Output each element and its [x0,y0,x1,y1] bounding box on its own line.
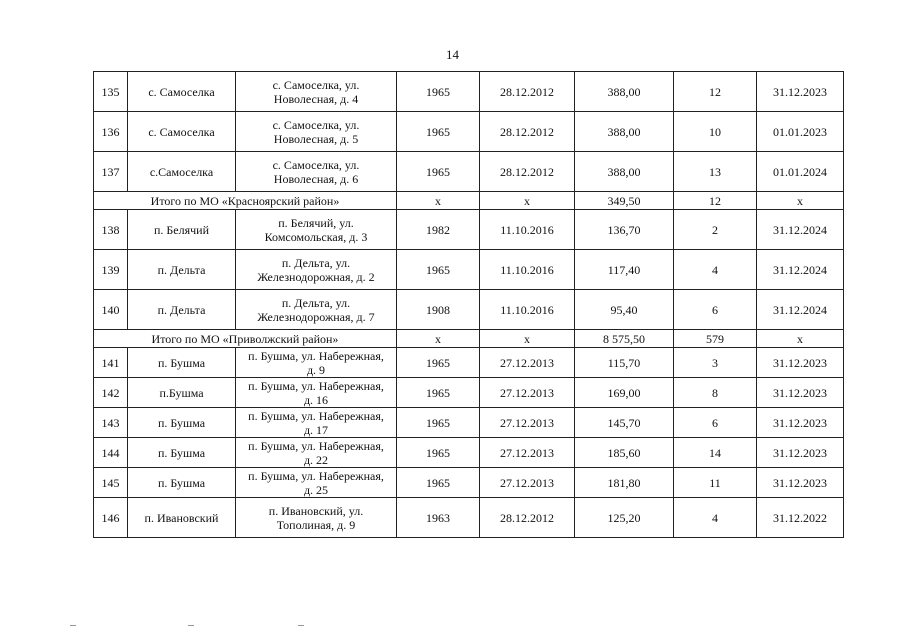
settlement-cell: п. Бушма [128,408,236,438]
year-cell: 1965 [397,250,480,290]
date-cell: 27.12.2013 [480,468,575,498]
deadline-cell: х [757,330,844,348]
address-cell [236,378,397,408]
address-line-2: Железнодорожная, д. 7 [257,309,375,324]
area-cell: 169,00 [575,378,674,408]
year-cell: х [397,330,480,348]
deadline-cell: 01.01.2023 [757,112,844,152]
settlement-cell: с. Самоселка [128,72,236,112]
deadline-cell: 01.01.2024 [757,152,844,192]
settlement-cell: с. Самоселка [128,112,236,152]
count-cell: 6 [674,290,757,330]
area-cell: 185,60 [575,438,674,468]
year-cell: х [397,192,480,210]
address-cell [236,72,397,112]
address-line-1: п. Бушма, ул. Набережная, [248,378,384,393]
count-cell: 11 [674,468,757,498]
settlement-cell: п. Дельта [128,290,236,330]
address-cell [236,210,397,250]
deadline-cell: 31.12.2023 [757,348,844,378]
address-line-1: п. Дельта, ул. [281,295,351,310]
table-row [94,498,844,538]
year-cell: 1965 [397,468,480,498]
address-line-1: с. Самоселка, ул. [272,117,360,132]
year-cell: 1965 [397,72,480,112]
address-line-1: п. Бушма, ул. Набережная, [248,348,384,363]
area-cell: 388,00 [575,152,674,192]
address-line-1: с. Самоселка, ул. [272,157,360,172]
settlement-cell: п. Бушма [128,438,236,468]
year-cell: 1965 [397,152,480,192]
settlement-cell: п. Белячий [128,210,236,250]
row-number: 138 [94,210,128,250]
date-cell: 28.12.2012 [480,112,575,152]
count-cell: 12 [674,72,757,112]
settlement-cell: п. Бушма [128,348,236,378]
row-number: 137 [94,152,128,192]
settlement-cell: п. Ивановский [128,498,236,538]
settlement-cell: с.Самоселка [128,152,236,192]
address-cell [236,348,397,378]
address-line-2: Новолесная, д. 6 [273,171,359,186]
area-cell: 136,70 [575,210,674,250]
count-cell: 6 [674,408,757,438]
table-row [94,152,844,192]
row-number: 136 [94,112,128,152]
date-cell: 11.10.2016 [480,250,575,290]
count-cell: 4 [674,498,757,538]
scan-mark [188,625,194,626]
row-number: 141 [94,348,128,378]
deadline-cell: 31.12.2024 [757,290,844,330]
deadline-cell: 31.12.2024 [757,250,844,290]
area-cell: 117,40 [575,250,674,290]
total-label: Итого по МО «Красноярский район» [94,192,397,210]
count-cell: 3 [674,348,757,378]
area-cell: 8 575,50 [575,330,674,348]
address-cell [236,438,397,468]
deadline-cell: 31.12.2023 [757,408,844,438]
date-cell: 28.12.2012 [480,72,575,112]
table-row [94,468,844,498]
date-cell: 11.10.2016 [480,290,575,330]
area-cell: 115,70 [575,348,674,378]
deadline-cell: 31.12.2023 [757,72,844,112]
address-cell [236,152,397,192]
year-cell: 1965 [397,112,480,152]
year-cell: 1963 [397,498,480,538]
year-cell: 1965 [397,438,480,468]
area-cell: 349,50 [575,192,674,210]
row-number: 143 [94,408,128,438]
address-line-1: п. Белячий, ул. [278,215,354,230]
row-number: 135 [94,72,128,112]
year-cell: 1965 [397,378,480,408]
date-cell: 28.12.2012 [480,152,575,192]
area-cell: 95,40 [575,290,674,330]
address-line-1: с. Самоселка, ул. [272,77,360,92]
table-row [94,348,844,378]
area-cell: 388,00 [575,112,674,152]
count-cell: 10 [674,112,757,152]
date-cell: 27.12.2013 [480,348,575,378]
address-line-1: п. Дельта, ул. [281,255,351,270]
address-line-2: Тополиная, д. 9 [276,517,356,532]
count-cell: 12 [674,192,757,210]
row-number: 144 [94,438,128,468]
row-number: 139 [94,250,128,290]
settlement-cell: п. Бушма [128,468,236,498]
address-line-2: д. 22 [303,452,329,467]
deadline-cell: 31.12.2023 [757,438,844,468]
date-cell: 27.12.2013 [480,378,575,408]
address-cell [236,112,397,152]
year-cell: 1965 [397,348,480,378]
total-row [94,192,844,210]
address-line-2: д. 16 [303,392,329,407]
total-label: Итого по МО «Приволжский район» [94,330,397,348]
count-cell: 8 [674,378,757,408]
table-row [94,72,844,112]
table-row [94,250,844,290]
address-cell [236,290,397,330]
address-line-1: п. Бушма, ул. Набережная, [248,468,384,483]
address-line-2: д. 17 [303,422,329,437]
address-cell [236,498,397,538]
date-cell: х [480,192,575,210]
area-cell: 181,80 [575,468,674,498]
settlement-cell: п.Бушма [128,378,236,408]
settlement-cell: п. Дельта [128,250,236,290]
table-row [94,112,844,152]
address-cell [236,250,397,290]
scan-mark [70,625,76,626]
table-row [94,378,844,408]
deadline-cell: х [757,192,844,210]
scan-mark [298,625,304,626]
count-cell: 13 [674,152,757,192]
row-number: 142 [94,378,128,408]
table-row [94,210,844,250]
housing-registry-table [93,71,844,538]
address-line-1: п. Бушма, ул. Набережная, [248,408,384,423]
count-cell: 579 [674,330,757,348]
row-number: 146 [94,498,128,538]
deadline-cell: 31.12.2022 [757,498,844,538]
table-row [94,290,844,330]
table-row [94,438,844,468]
address-line-2: д. 9 [306,362,326,377]
row-number: 140 [94,290,128,330]
page-number: 14 [446,47,459,62]
date-cell: х [480,330,575,348]
count-cell: 14 [674,438,757,468]
address-line-2: Новолесная, д. 5 [273,131,359,146]
deadline-cell: 31.12.2024 [757,210,844,250]
address-cell [236,468,397,498]
year-cell: 1965 [397,408,480,438]
address-line-2: д. 25 [303,482,329,497]
date-cell: 11.10.2016 [480,210,575,250]
address-line-2: Новолесная, д. 4 [273,91,359,106]
count-cell: 2 [674,210,757,250]
area-cell: 145,70 [575,408,674,438]
address-line-2: Железнодорожная, д. 2 [257,269,375,284]
date-cell: 27.12.2013 [480,408,575,438]
address-line-2: Комсомольская, д. 3 [264,229,368,244]
table-row [94,408,844,438]
address-cell [236,408,397,438]
total-row [94,330,844,348]
row-number: 145 [94,468,128,498]
address-line-1: п. Бушма, ул. Набережная, [248,438,384,453]
area-cell: 388,00 [575,72,674,112]
date-cell: 27.12.2013 [480,438,575,468]
year-cell: 1908 [397,290,480,330]
area-cell: 125,20 [575,498,674,538]
address-line-1: п. Ивановский, ул. [268,503,364,518]
deadline-cell: 31.12.2023 [757,468,844,498]
count-cell: 4 [674,250,757,290]
date-cell: 28.12.2012 [480,498,575,538]
year-cell: 1982 [397,210,480,250]
deadline-cell: 31.12.2023 [757,378,844,408]
